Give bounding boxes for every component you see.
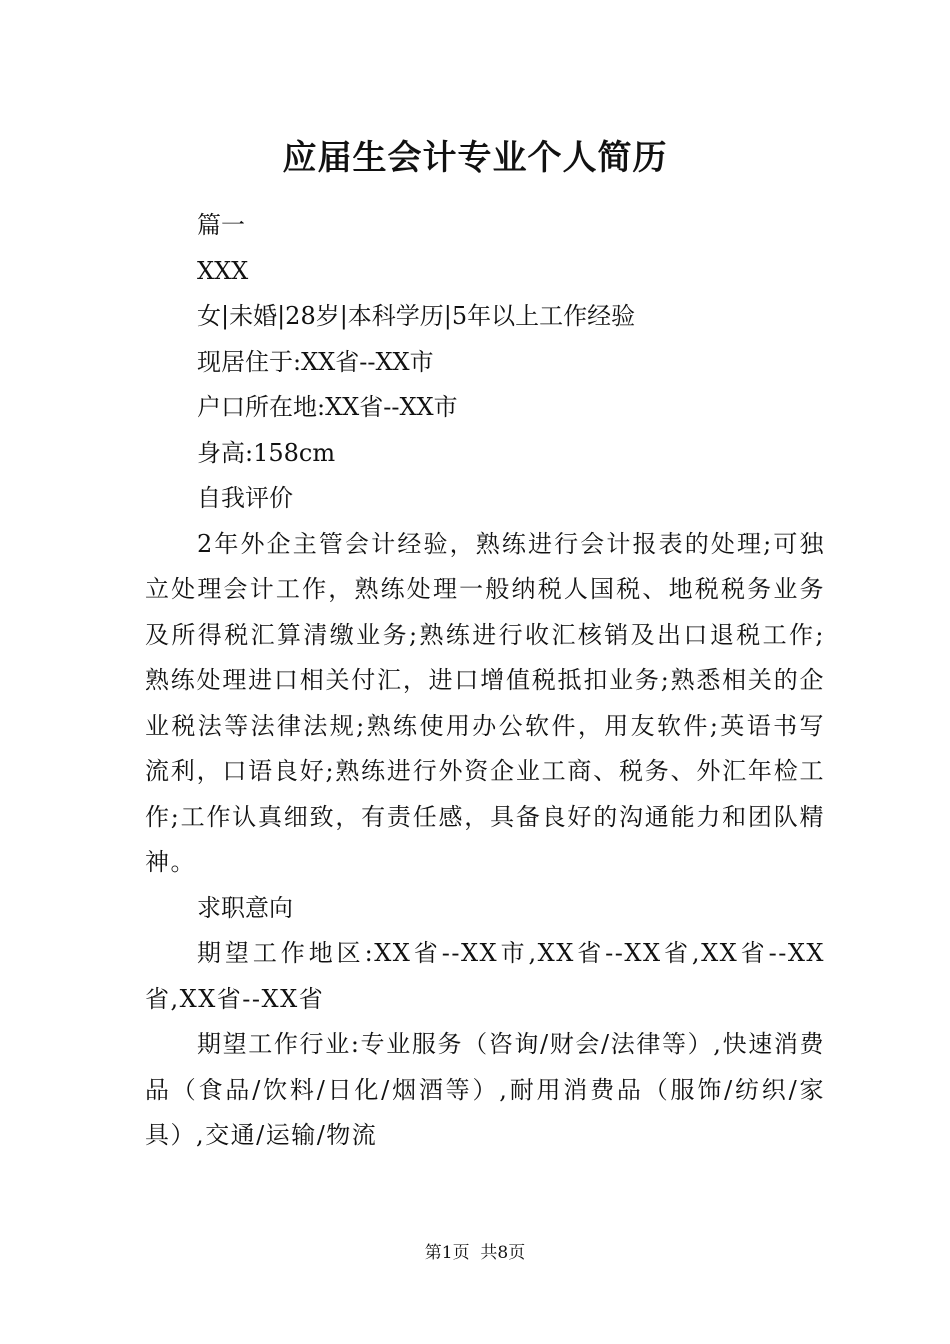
section-label: 篇一: [197, 211, 245, 239]
candidate-name: XXX: [197, 256, 249, 285]
document-title: 应届生会计专业个人简历: [282, 138, 668, 178]
expected-location: 期望工作地区:XX省--XX市,XX省--XX省,XX省--XX省,XX省--XX省: [145, 939, 825, 1013]
residence-info: 现居住于:XX省--XX市: [197, 347, 434, 376]
expected-industry: 期望工作行业:专业服务（咨询/财会/法律等）,快速消费品（食品/饮料/日化/烟酒等）,耐用消费品（服饰/纺织/家具）,交通/运输/物流: [145, 1030, 825, 1149]
page-number-footer: 第1页 共8页: [424, 1243, 526, 1263]
job-intent-heading: 求职意向: [197, 893, 293, 922]
height-info: 身高:158cm: [197, 438, 336, 467]
basic-info: 女|未婚|28岁|本科学历|5年以上工作经验: [197, 302, 636, 330]
self-evaluation-text: 2年外企主管会计经验，熟练进行会计报表的处理;可独立处理会计工作，熟练处理一般纳税人国税、地税税务业务及所得税汇算清缴业务;熟练进行收汇核销及出口退税工作;熟练处理进口相关付汇，进口增值税抵扣业务;熟悉相关的企业税法等法律法规;熟练使用办公软件，用友软件;英语书写流利，口语良好;熟练进行外资企业工商、税务、外汇年检工作;工作认真细致，有责任感，具备良好的沟通能力和团队精神。: [145, 529, 825, 876]
hukou-info: 户口所在地:XX省--XX市: [197, 393, 458, 421]
resume-content: [145, 203, 825, 1159]
self-evaluation-heading: 自我评价: [197, 484, 293, 512]
